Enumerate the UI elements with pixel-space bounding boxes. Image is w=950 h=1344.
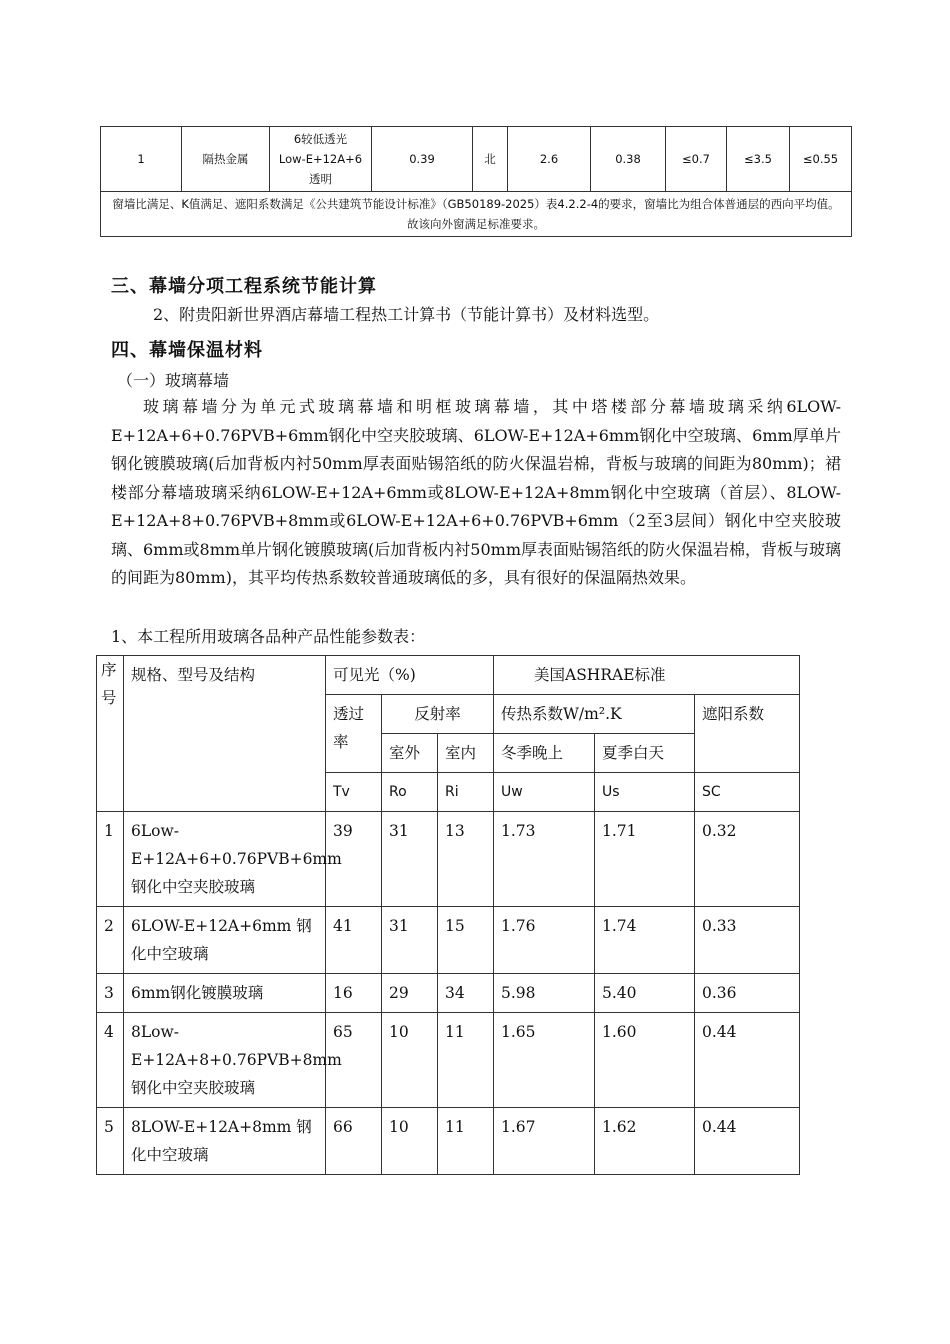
header-outdoor: 室外 (382, 734, 438, 773)
table-row (97, 1108, 800, 1175)
header-indoor: 室内 (438, 734, 494, 773)
row-uw: 1.73 (494, 812, 595, 907)
row-tv: 65 (326, 1013, 382, 1108)
header-sym-us: Us (595, 773, 695, 812)
glass-line-3: 透明 (309, 172, 332, 186)
row-no: 5 (97, 1108, 124, 1175)
row-spec: 8LOW-E+12A+8mm 钢化中空玻璃 (124, 1108, 326, 1175)
header-sym-sc: SC (695, 773, 800, 812)
row-ro: 31 (382, 907, 438, 974)
section-3-text: 2、附贵阳新世界酒店幕墙工程热工计算书（节能计算书）及材料选型。 (153, 305, 660, 324)
header-trans: 透过率 (326, 695, 382, 773)
header-ashrae: 美国ASHRAE标准 (494, 656, 800, 695)
table-row (97, 812, 800, 907)
cell-direction: 北 (473, 127, 508, 192)
row-spec: 8Low-E+12A+8+0.76PVB+8mm钢化中空夹胶玻璃 (124, 1013, 326, 1108)
row-ro: 10 (382, 1108, 438, 1175)
table-note-row (101, 192, 852, 237)
header-sym-ro: Ro (382, 773, 438, 812)
cell-k-limit: ≤3.5 (727, 127, 790, 192)
header-sym-tv: Tv (326, 773, 382, 812)
cell-sc: 0.38 (591, 127, 666, 192)
header-no: 序号 (97, 656, 124, 812)
table-row (97, 1013, 800, 1108)
row-spec: 6LOW-E+12A+6mm 钢化中空玻璃 (124, 907, 326, 974)
row-spec: 6Low-E+12A+6+0.76PVB+6mm钢化中空夹胶玻璃 (124, 812, 326, 907)
cell-sc-limit: ≤0.55 (790, 127, 852, 192)
row-us: 1.71 (595, 812, 695, 907)
row-no: 1 (97, 812, 124, 907)
row-tv: 39 (326, 812, 382, 907)
table-row (101, 127, 852, 192)
row-us: 1.74 (595, 907, 695, 974)
cell-ratio-limit: ≤0.7 (666, 127, 727, 192)
table-caption: 1、本工程所用玻璃各品种产品性能参数表： (111, 627, 426, 646)
row-sc: 0.44 (695, 1108, 800, 1175)
row-uw: 1.76 (494, 907, 595, 974)
row-ri: 34 (438, 974, 494, 1013)
cell-k: 2.6 (508, 127, 591, 192)
row-no: 2 (97, 907, 124, 974)
header-winter: 冬季晚上 (494, 734, 595, 773)
glass-line-1: 6较低透光 (293, 132, 348, 146)
header-sym-uw: Uw (494, 773, 595, 812)
cell-no: 1 (101, 127, 182, 192)
row-us: 1.60 (595, 1013, 695, 1108)
glass-line-2: Low-E+12A+6 (278, 152, 363, 166)
section-3-heading: 三、幕墙分项工程系统节能计算 (111, 276, 377, 297)
row-uw: 5.98 (494, 974, 595, 1013)
row-spec: 6mm钢化镀膜玻璃 (124, 974, 326, 1013)
header-u: 传热系数W/m².K (494, 695, 695, 734)
row-sc: 0.33 (695, 907, 800, 974)
row-tv: 41 (326, 907, 382, 974)
glass-curtain-wall-subheading: （一）玻璃幕墙 (117, 371, 230, 390)
row-uw: 1.65 (494, 1013, 595, 1108)
window-compliance-table (100, 126, 852, 237)
row-us: 1.62 (595, 1108, 695, 1175)
row-ri: 15 (438, 907, 494, 974)
header-sc: 遮阳系数 (695, 695, 800, 773)
header-summer: 夏季白天 (595, 734, 695, 773)
row-us: 5.40 (595, 974, 695, 1013)
row-sc: 0.44 (695, 1013, 800, 1108)
cell-glass (270, 127, 372, 192)
row-sc: 0.36 (695, 974, 800, 1013)
header-sym-ri: Ri (438, 773, 494, 812)
row-ri: 11 (438, 1108, 494, 1175)
header-spec: 规格、型号及结构 (124, 656, 326, 812)
row-ri: 13 (438, 812, 494, 907)
row-uw: 1.67 (494, 1108, 595, 1175)
header-reflect: 反射率 (382, 695, 494, 734)
row-tv: 16 (326, 974, 382, 1013)
row-ro: 10 (382, 1013, 438, 1108)
section-4-heading: 四、幕墙保温材料 (111, 340, 263, 361)
glass-performance-table (96, 655, 800, 1175)
header-row-1 (97, 656, 800, 695)
row-ri: 11 (438, 1013, 494, 1108)
cell-frame: 隔热金属 (182, 127, 270, 192)
glass-curtain-wall-paragraph: 玻璃幕墙分为单元式玻璃幕墙和明框玻璃幕墙，其中塔楼部分幕墙玻璃采纳6LOW-E+12A+6+0.76PVB+6mm钢化中空夹胶玻璃、6LOW-E+12A+6mm钢化中空玻璃、6mm厚单片钢化镀膜玻璃(后加背板内衬50mm厚表面贴锡箔纸的防火保温岩棉，背板与玻璃的间距为80mm)；裙楼部分幕墙玻璃采纳6LOW-E+12A+6mm或8LOW-E+12A+8mm钢化中空玻璃（首层）、8LOW-E+12A+8+0.76PVB+8mm或6LOW-E+12A+6+0.76PVB+6mm（2至3层间）钢化中空夹胶玻璃、6mm或8mm单片钢化镀膜玻璃(后加背板内衬50mm厚表面贴锡箔纸的防火保温岩棉，背板与玻璃的间距为80mm)，其平均传热系数较普通玻璃低的多，具有很好的保温隔热效果。 (111, 397, 841, 587)
row-ro: 31 (382, 812, 438, 907)
row-tv: 66 (326, 1108, 382, 1175)
table-row (97, 907, 800, 974)
row-ro: 29 (382, 974, 438, 1013)
compliance-note: 窗墙比满足、K值满足、遮阳系数满足《公共建筑节能设计标准》（GB50189-2025）表4.2.2-4的要求，窗墙比为组合体普通层的西向平均值。故该向外窗满足标准要求。 (101, 192, 852, 237)
row-no: 4 (97, 1013, 124, 1108)
header-visible: 可见光（%) (326, 656, 494, 695)
table-row (97, 974, 800, 1013)
row-no: 3 (97, 974, 124, 1013)
cell-ratio: 0.39 (372, 127, 473, 192)
row-sc: 0.32 (695, 812, 800, 907)
